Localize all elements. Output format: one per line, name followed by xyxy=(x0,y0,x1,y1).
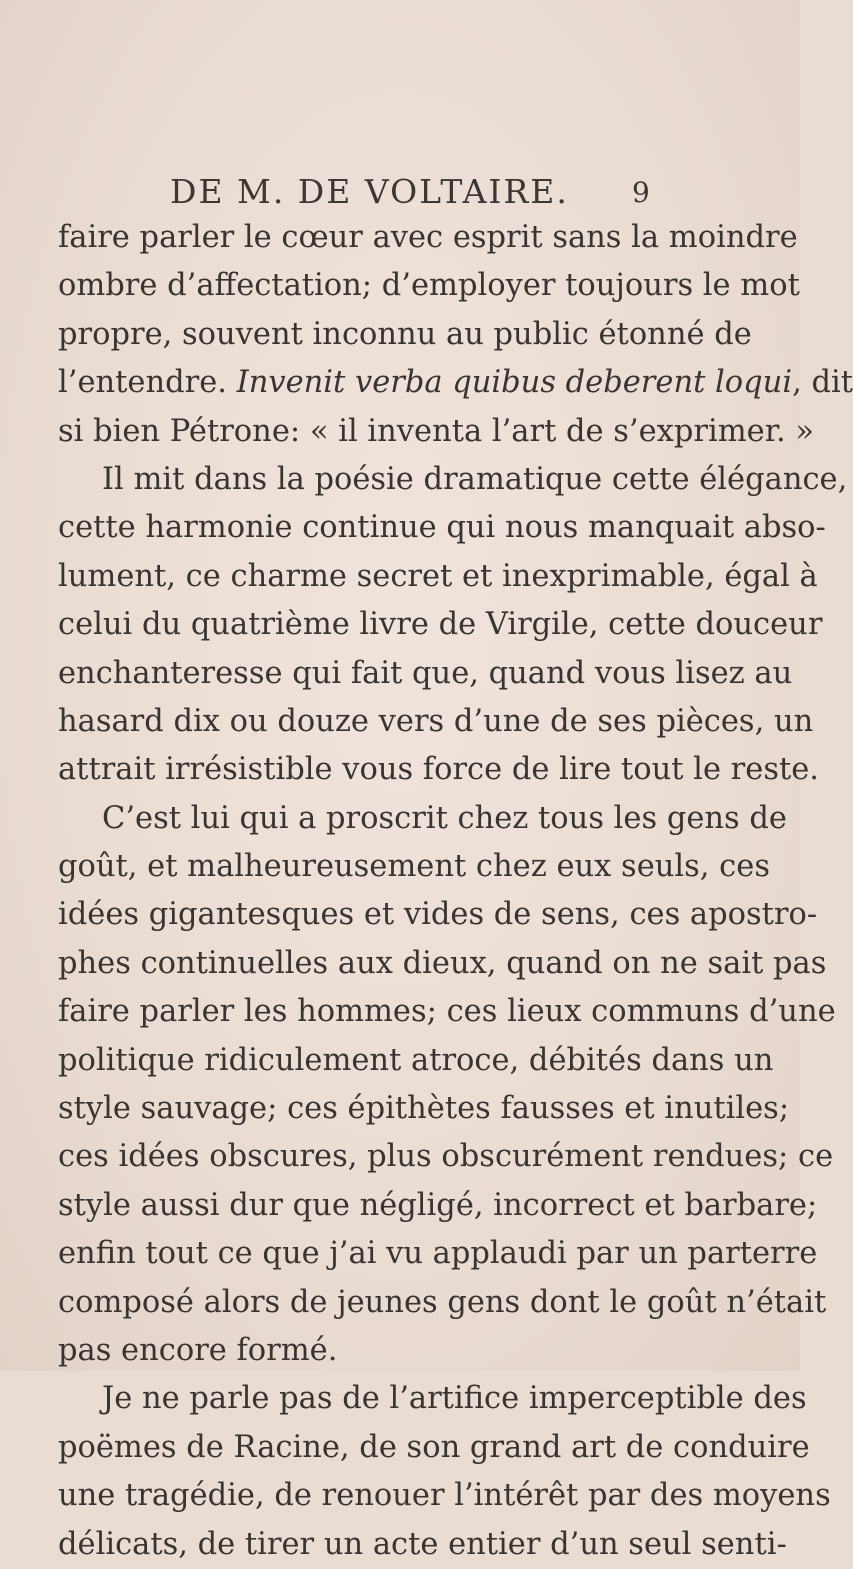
text-line: pas encore formé. xyxy=(58,1332,338,1368)
paragraph-start-line: Il mit dans la poésie dramatique cette élégance, xyxy=(102,461,848,497)
text-line: enfin tout ce que j’ai vu applaudi par un parterre xyxy=(58,1236,818,1272)
text-line: goût, et malheureusement chez eux seuls, ces xyxy=(58,849,770,885)
text-line: ombre d’affectation; d’employer toujours le mot xyxy=(58,268,800,304)
text-segment: l’entendre. xyxy=(58,365,237,401)
text-line: hasard dix ou douze vers d’une de ses pièces, un xyxy=(58,703,814,739)
paragraph-start-line: Je ne parle pas de l’artifice imperceptible des xyxy=(102,1381,807,1417)
running-title: DE M. DE VOLTAIRE. xyxy=(170,172,569,211)
text-line: poëmes de Racine, de son grand art de conduire xyxy=(58,1429,810,1465)
text-line: celui du quatrième livre de Virgile, cette douceur xyxy=(58,607,823,643)
text-line: délicats, de tirer un acte entier d’un seul senti- xyxy=(58,1526,787,1562)
text-line: politique ridiculement atroce, débités dans un xyxy=(58,1042,774,1078)
paragraph-start-line: C’est lui qui a proscrit chez tous les gens de xyxy=(102,800,787,836)
text-line: propre, souvent inconnu au public étonné de xyxy=(58,316,752,352)
text-line: enchanteresse qui fait que, quand vous lisez au xyxy=(58,655,793,691)
text-line: cette harmonie continue qui nous manquait abso- xyxy=(58,510,826,546)
text-line: faire parler les hommes; ces lieux communs d’une xyxy=(58,994,836,1030)
text-line: ces idées obscures, plus obscurément rendues; ce xyxy=(58,1139,834,1175)
text-line: une tragédie, de renouer l’intérêt par des moyens xyxy=(58,1478,831,1514)
text-line: style aussi dur que négligé, incorrect et barbare; xyxy=(58,1187,818,1223)
text-line: si bien Pétrone: « il inventa l’art de s’exprimer. » xyxy=(58,413,814,449)
text-line: idées gigantesques et vides de sens, ces apostro- xyxy=(58,897,818,933)
text-line: phes continuelles aux dieux, quand on ne sait pas xyxy=(58,945,827,981)
text-line: style sauvage; ces épithètes fausses et inutiles; xyxy=(58,1091,790,1127)
text-line: lument, ce charme secret et inexprimable, égal à xyxy=(58,558,818,594)
text-line: composé alors de jeunes gens dont le goût n’était xyxy=(58,1284,827,1320)
page-number: 9 xyxy=(632,176,650,209)
text-line: faire parler le cœur avec esprit sans la moindre xyxy=(58,220,798,255)
text-line: attrait irrésistible vous force de lire tout le reste. xyxy=(58,752,819,788)
body-text xyxy=(58,214,853,1569)
page-header xyxy=(0,172,800,216)
latin-quotation: Invenit verba quibus deberent loqui xyxy=(236,365,793,401)
text-segment: , dit xyxy=(792,365,853,401)
text-line xyxy=(58,359,853,407)
